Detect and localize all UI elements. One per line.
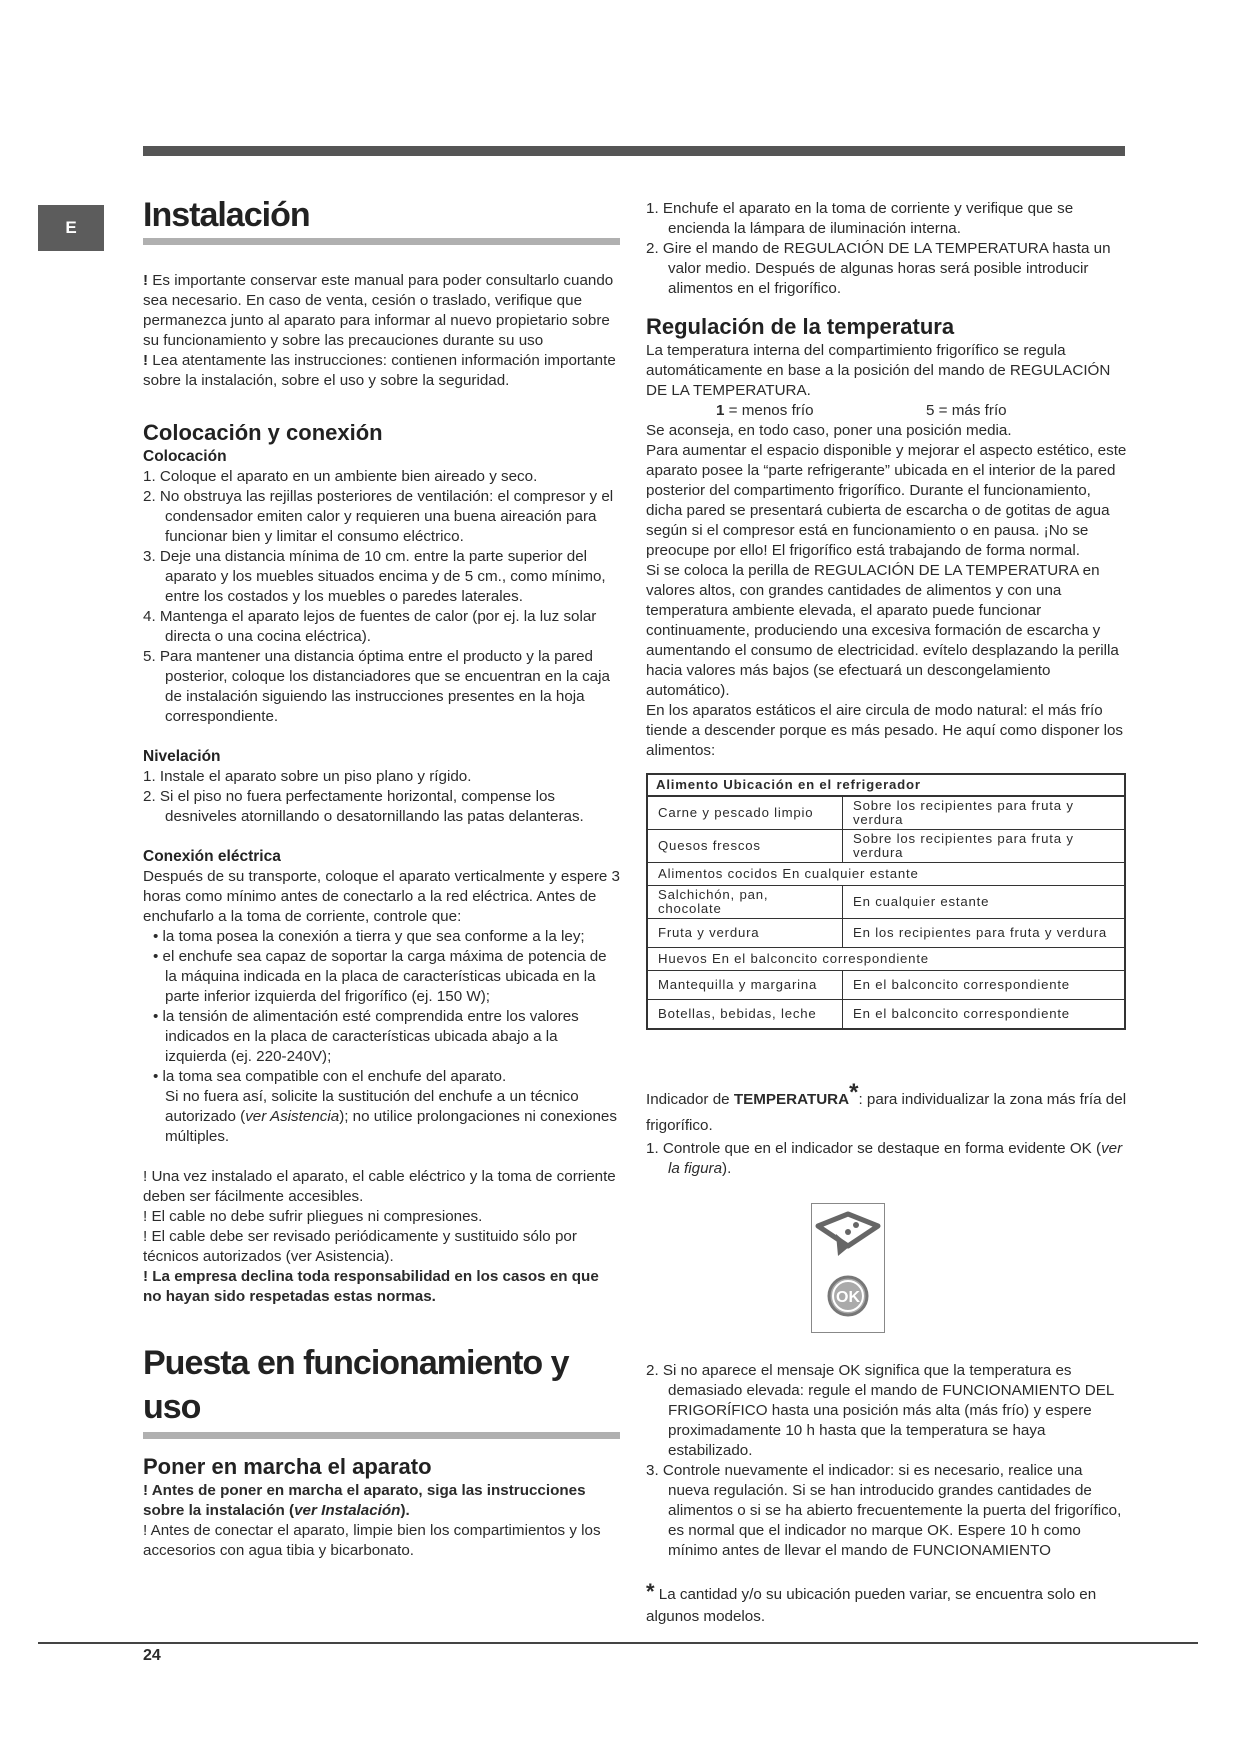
table-cell-food: Carne y pescado limpio	[648, 797, 843, 829]
indicator-step: 2. Si no aparece el mensaje OK significa que la temperatura es demasiado elevada: regule el mando de FUNCIONAMIENTO DEL FRIGORÍFICO hasta una posición más alta (más frío) y espere proximadamente 10 h hasta que la temperatura se haya estabilizado.	[646, 1362, 1114, 1459]
table-row: Alimentos cocidos En cualquier estante	[648, 863, 1124, 886]
table-cell-food: Salchichón, pan, chocolate	[648, 886, 843, 918]
temperature-paragraph-5: En los aparatos estáticos el aire circula de modo natural: el más frío tiende a descender porque es más pesado. He aquí como disponer los alimentos:	[646, 702, 1124, 759]
table-cell-place: En cualquier estante	[853, 894, 990, 909]
table-cell-food: Fruta y verdura	[648, 919, 843, 947]
table-cell-place: Sobre los recipientes para fruta y verdura	[853, 798, 1074, 827]
table-row: Huevos En el balconcito correspondiente	[648, 948, 1124, 971]
table-cell-food: Mantequilla y margarina	[648, 971, 843, 999]
table-row	[648, 1000, 1124, 1028]
after-steps	[646, 1361, 1128, 1561]
leveling-item: 2. Si el piso no fuera perfectamente horizontal, compense los desniveles atornillando o desatornillando las patas delanteras.	[143, 788, 584, 825]
intro-paragraph-1: ! Es importante conservar este manual para poder consultarlo cuando sea necesario. En caso de venta, cesión o traslado, verifique que permanezca junto al aparato para informar al nuevo propietario sobre su funcionamiento y sobre las precauciones durante su uso	[143, 272, 614, 349]
electrical-bullet: • la toma sea compatible con el enchufe del aparato.	[153, 1068, 507, 1085]
right-column	[646, 199, 1128, 1628]
warnings-block	[143, 1167, 620, 1307]
placement-item: 3. Deje una distancia mínima de 10 cm. entre la parte superior del aparato y los muebles situados encima y de 5 cm., como mínimo, entre los costados y los muebles o paredes laterales.	[143, 548, 606, 605]
leveling-item: 1. Instale el aparato sobre un piso plano y rígido.	[143, 768, 472, 785]
table-cell-food: Botellas, bebidas, leche	[648, 1000, 843, 1028]
temperature-paragraph-4: Si se coloca la perilla de REGULACIÓN DE LA TEMPERATURA en valores altos, con grandes cantidades de alimentos y con una temperatura ambiente elevada, el aparato puede funcionar continuamente, produciendo una excesiva formación de escarcha y aumentando el consumo de electricidad. evítelo desplazando la perilla hacia valores más bajos (se efectuará un descongelamiento automático).	[646, 562, 1119, 699]
temperature-heading: Regulación de la temperatura	[646, 314, 955, 339]
electrical-bullet: • la toma posea la conexión a tierra y que sea conforme a la ley;	[153, 928, 585, 945]
section-title-startup: Puesta en funcionamiento y uso	[143, 1344, 569, 1426]
ok-label: OK	[836, 1289, 860, 1306]
temperature-paragraph-3: Para aumentar el espacio disponible y mejorar el aspecto estético, este aparato posee la “parte refrigerante” ubicada en el interior de la pared posterior del compartimento frigorífico. Durante el funcionamiento, dicha pared se presentará cubierta de escarcha o de gotitas de agua según si el compresor está en funcionamiento o en pausa. ¡No se preocupe por ello! El frigorífico está trabajando de forma normal.	[646, 442, 1127, 559]
footnote: * La cantidad y/o su ubicación pueden variar, se encuentra solo en algunos modelos.	[646, 1579, 1097, 1625]
food-placement-table	[646, 773, 1126, 1030]
placement-item: 1. Coloque el aparato en un ambiente bien aireado y seco.	[143, 468, 538, 485]
footer-rule	[38, 1642, 1198, 1644]
placement-heading: Colocación y conexión	[143, 420, 383, 445]
table-cell-food: Quesos frescos	[648, 830, 843, 862]
startup-bold-note: ! Antes de poner en marcha el aparato, siga las instrucciones sobre la instalación (ver Instalación).	[143, 1482, 586, 1519]
table-cell-place: Sobre los recipientes para fruta y verdura	[853, 831, 1074, 860]
startup-note: ! Antes de conectar el aparato, limpie bien los compartimientos y los accesorios con agua tibia y bicarbonato.	[143, 1522, 601, 1559]
left-column	[143, 195, 620, 1561]
warning-bold: ! La empresa declina toda responsabilidad en los casos en que no hayan sido respetadas estas normas.	[143, 1268, 599, 1305]
table-row	[648, 797, 1124, 830]
electrical-bullet: • el enchufe sea capaz de soportar la carga máxima de potencia de la máquina indicada en la placa de características ubicada en la parte inferior izquierda del frigorífico (ej. 150 W);	[153, 948, 607, 1005]
start-step: 1. Enchufe el aparato en la toma de corriente y verifique que se encienda la lámpara de iluminación interna.	[646, 200, 1074, 237]
placement-subheading: Colocación	[143, 448, 227, 465]
table-row	[648, 830, 1124, 863]
temperature-paragraph-1: La temperatura interna del compartimiento frigorífico se regula automáticamente en base a la posición del mando de REGULACIÓN DE LA TEMPERATURA.	[646, 342, 1111, 399]
startup-heading: Poner en marcha el aparato	[143, 1454, 432, 1479]
start-step: 2. Gire el mando de REGULACIÓN DE LA TEMPERATURA hasta un valor medio. Después de algunas horas será posible introducir alimentos en el frigorífico.	[646, 240, 1111, 297]
indicator-icon	[812, 1204, 884, 1332]
electrical-intro: Después de su transporte, coloque el aparato verticalmente y espere 3 horas como mínimo antes de conectarlo a la red eléctrica. Antes de enchufarlo a la toma de corriente, controle que:	[143, 868, 620, 925]
scale-max: 5 = más frío	[926, 402, 1007, 419]
indicator-step-1: 1. Controle que en el indicador se destaque en forma evidente OK (ver la figura).	[646, 1140, 1123, 1177]
warning-line: ! El cable no debe sufrir pliegues ni compresiones.	[143, 1208, 483, 1225]
table-cell-place: En el balconcito correspondiente	[853, 977, 1070, 992]
intro-block	[143, 271, 620, 391]
page-number: 24	[143, 1647, 161, 1664]
temperature-scale	[646, 401, 1128, 421]
table-row	[648, 971, 1124, 1000]
placement-item: 5. Para mantener una distancia óptima entre el producto y la pared posterior, coloque los distanciadores que se encuentran en la caja de instalación siguiendo las instrucciones presentes en la hoja correspondiente.	[143, 648, 610, 725]
leveling-subheading: Nivelación	[143, 748, 221, 765]
header-bar	[143, 146, 1125, 156]
language-tab: E	[38, 205, 104, 251]
table-header: Alimento Ubicación en el refrigerador	[648, 775, 1124, 797]
table-cell-place: En los recipientes para fruta y verdura	[853, 925, 1108, 940]
intro-paragraph-2: ! Lea atentamente las instrucciones: contienen información importante sobre la instalación, sobre el uso y sobre la seguridad.	[143, 352, 616, 389]
table-row	[648, 919, 1124, 948]
placement-item: 2. No obstruya las rejillas posteriores de ventilación: el compresor y el condensador emiten calor y requieren una buena aireación para funcionar bien y limitar el consumo eléctrico.	[143, 488, 614, 545]
indicator-step: 3. Controle nuevamente el indicador: si es necesario, realice una nueva regulación. Si se han introducido grandes cantidades de alimentos o si se ha abierto frecuentemente la puerta del frigorífico, es normal que el indicador no marque OK. Espere 10 h como mínimo antes de llevar el mando de FUNCIONAMIENTO	[646, 1462, 1122, 1559]
warning-line: ! Una vez instalado el aparato, el cable eléctrico y la toma de corriente deben ser fácilmente accesibles.	[143, 1168, 616, 1205]
electrical-tail: Si no fuera así, solicite la sustitución del enchufe a un técnico autorizado (ver Asistencia); no utilice prolongaciones ni conexiones múltiples.	[165, 1088, 617, 1145]
electrical-bullet: • la tensión de alimentación esté comprendida entre los valores indicados en la placa de características ubicada abajo a la izquierda (ej. 220-240V);	[153, 1008, 579, 1065]
table-row	[648, 886, 1124, 919]
title-underline	[143, 238, 620, 245]
temperature-paragraph-2: Se aconseja, en todo caso, poner una posición media.	[646, 422, 1012, 439]
electrical-subheading: Conexión eléctrica	[143, 848, 281, 865]
section-title-installation: Instalación	[143, 196, 310, 234]
title-underline	[143, 1432, 620, 1439]
temperature-indicator-figure	[811, 1203, 885, 1333]
placement-item: 4. Mantenga el aparato lejos de fuentes de calor (por ej. la luz solar directa o una cocina eléctrica).	[143, 608, 597, 645]
warning-line: ! El cable debe ser revisado periódicamente y sustituido sólo por técnicos autorizados (ver Asistencia).	[143, 1228, 577, 1265]
table-cell-place: En el balconcito correspondiente	[853, 1006, 1070, 1021]
scale-min: 1 = menos frío	[716, 402, 814, 419]
indicator-paragraph: Indicador de TEMPERATURA*: para individualizar la zona más fría del frigorífico.	[646, 1079, 1127, 1134]
